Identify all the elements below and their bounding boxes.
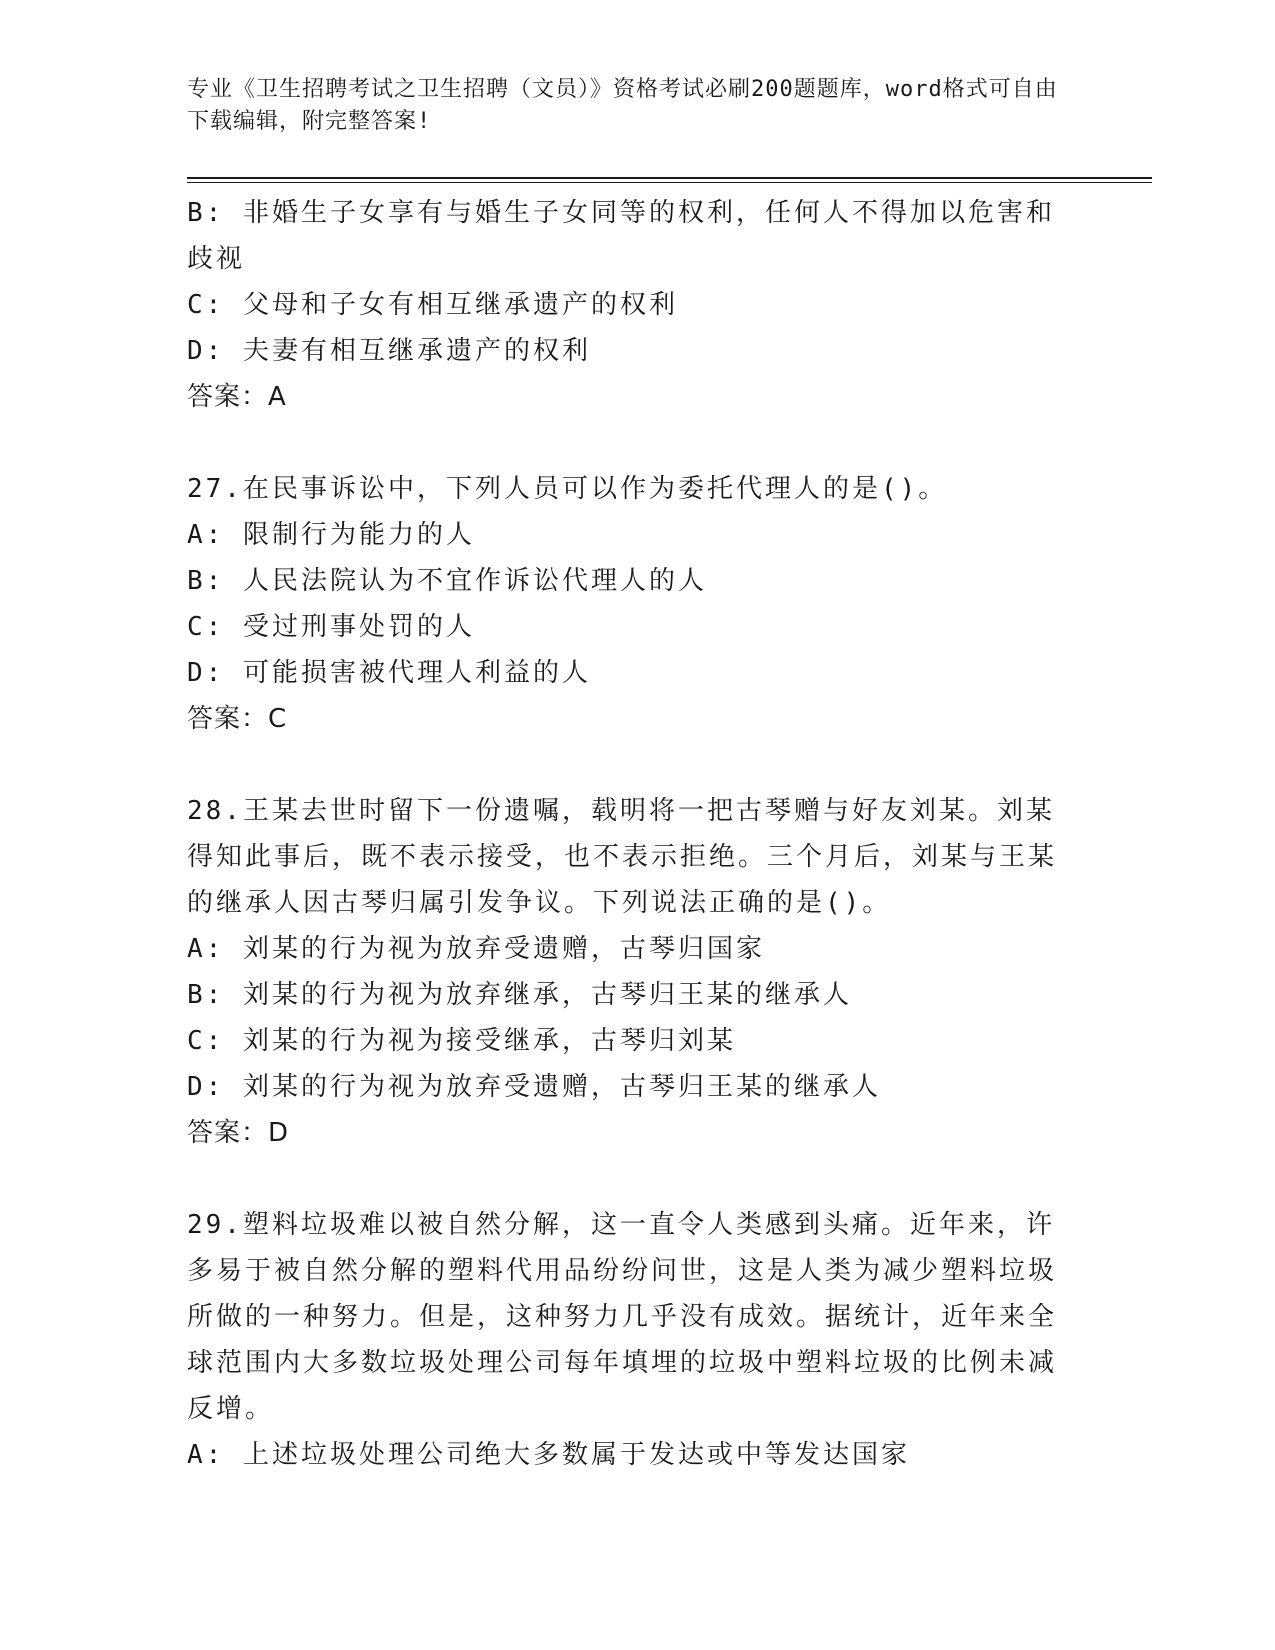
header-divider (187, 177, 1152, 179)
header-divider-thin (187, 182, 1152, 183)
option-a: A: 刘某的行为视为放弃受遗赠，古琴归国家 (187, 934, 765, 964)
spacer (187, 1156, 1077, 1202)
option-b: B: 刘某的行为视为放弃继承，古琴归王某的继承人 (187, 980, 852, 1010)
option-c: C: 刘某的行为视为接受继承，古琴归刘某 (187, 1026, 736, 1056)
option-b: B: 非婚生子女享有与婚生子女同等的权利，任何人不得加以危害和歧视 (187, 198, 1055, 274)
option-a: A: 限制行为能力的人 (187, 520, 475, 550)
spacer (187, 420, 1077, 466)
option-c: C: 受过刑事处罚的人 (187, 612, 475, 642)
answer: 答案：D (187, 1118, 290, 1148)
option-d: D: 刘某的行为视为放弃受遗赠，古琴归王某的继承人 (187, 1072, 881, 1102)
question-27: 27.在民事诉讼中，下列人员可以作为委托代理人的是()。 (187, 474, 948, 504)
option-d: D: 可能损害被代理人利益的人 (187, 658, 591, 688)
question-content (187, 190, 1077, 1478)
option-b: B: 人民法院认为不宜作诉讼代理人的人 (187, 566, 707, 596)
page-header: 专业《卫生招聘考试之卫生招聘（文员）》资格考试必刷200题题库，word格式可自由下载编辑，附完整答案! (187, 77, 1058, 134)
answer: 答案：A (187, 382, 287, 412)
spacer (187, 742, 1077, 788)
option-c: C: 父母和子女有相互继承遗产的权利 (187, 290, 678, 320)
option-a: A: 上述垃圾处理公司绝大多数属于发达或中等发达国家 (187, 1440, 910, 1470)
answer: 答案：C (187, 704, 288, 734)
question-28: 28.王某去世时留下一份遗嘱，载明将一把古琴赠与好友刘某。刘某得知此事后，既不表示接受，也不表示拒绝。三个月后，刘某与王某的继承人因古琴归属引发争议。下列说法正确的是()。 (187, 796, 1058, 918)
question-29: 29.塑料垃圾难以被自然分解，这一直令人类感到头痛。近年来，许多易于被自然分解的塑料代用品纷纷问世，这是人类为减少塑料垃圾所做的一种努力。但是，这种努力几乎没有成效。据统计，近年来全球范围内大多数垃圾处理公司每年填埋的垃圾中塑料垃圾的比例未减反增。 (187, 1210, 1058, 1424)
option-d: D: 夫妻有相互继承遗产的权利 (187, 336, 591, 366)
